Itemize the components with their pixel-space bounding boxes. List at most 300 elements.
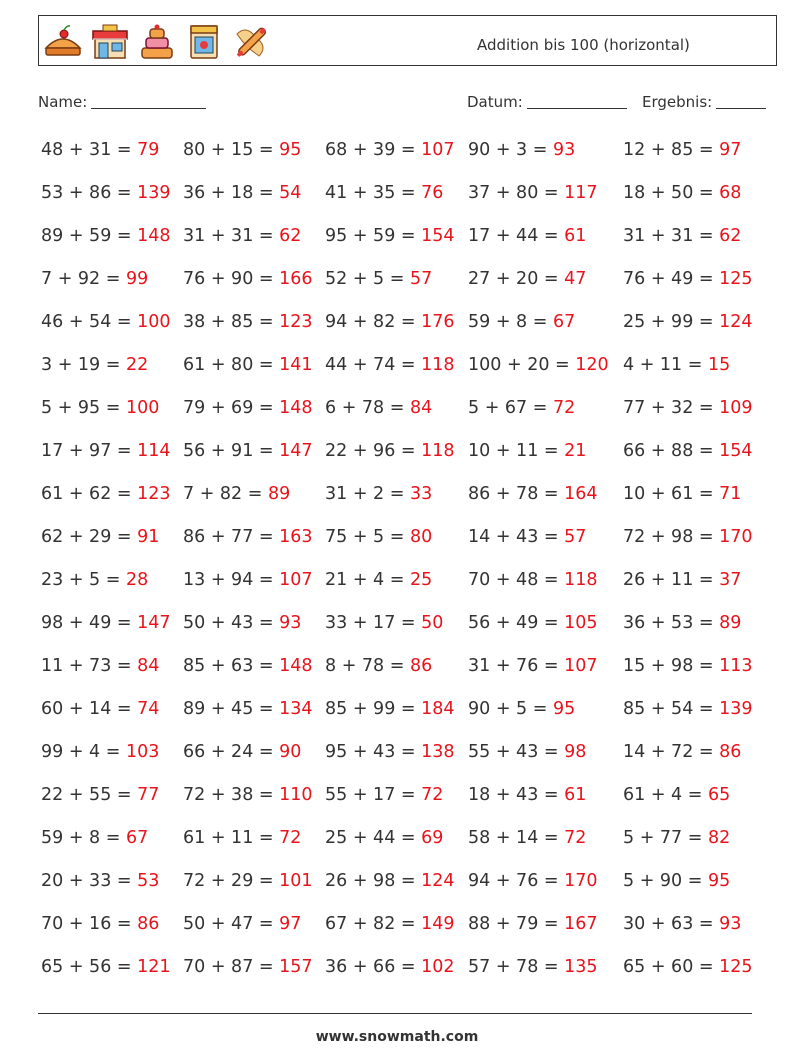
problem-answer: 79 [137, 140, 160, 160]
problem-answer: 105 [564, 613, 598, 633]
problem-equation: 7 + 92 = [41, 269, 126, 289]
problem-item [41, 398, 159, 418]
problem-item [468, 441, 586, 461]
problem-equation: 44 + 74 = [325, 355, 422, 375]
problem-item [325, 914, 455, 934]
problem-answer: 90 [279, 742, 302, 762]
problem-answer: 163 [279, 527, 313, 547]
problem-answer: 154 [719, 441, 753, 461]
problem-item [623, 226, 741, 246]
problem-item [623, 484, 741, 504]
problem-equation: 36 + 18 = [183, 183, 280, 203]
problem-equation: 22 + 96 = [325, 441, 422, 461]
problem-answer: 62 [279, 226, 302, 246]
problem-item [41, 871, 159, 891]
problem-equation: 5 + 77 = [623, 828, 708, 848]
shop-icon [90, 22, 130, 62]
problem-item [623, 828, 730, 848]
problem-answer: 110 [279, 785, 313, 805]
problem-answer: 65 [707, 785, 731, 805]
problem-item [325, 183, 443, 203]
problem-equation: 20 + 33 = [41, 871, 138, 891]
problem-equation: 8 + 78 = [325, 656, 410, 676]
problem-item [183, 828, 301, 848]
problem-answer: 135 [564, 957, 598, 977]
problem-answer: 170 [564, 871, 598, 891]
problem-equation: 37 + 80 = [468, 183, 565, 203]
problem-equation: 55 + 43 = [468, 742, 565, 762]
problem-answer: 149 [421, 914, 455, 934]
problem-equation: 13 + 94 = [183, 570, 280, 590]
problem-answer: 80 [409, 527, 433, 547]
problem-answer: 121 [137, 957, 171, 977]
problem-answer: 84 [137, 656, 160, 676]
problem-equation: 62 + 29 = [41, 527, 138, 547]
problem-item [468, 957, 598, 977]
problem-equation: 72 + 29 = [183, 871, 280, 891]
problem-answer: 77 [137, 785, 160, 805]
problem-answer: 54 [279, 183, 302, 203]
problem-equation: 70 + 87 = [183, 957, 280, 977]
problem-equation: 98 + 49 = [41, 613, 138, 633]
footer-divider [38, 1013, 752, 1014]
problem-answer: 28 [125, 570, 149, 590]
problem-equation: 80 + 15 = [183, 140, 280, 160]
problem-equation: 90 + 3 = [468, 140, 553, 160]
problem-item [183, 312, 313, 332]
problem-item [41, 914, 159, 934]
problem-equation: 14 + 43 = [468, 527, 565, 547]
problem-item [41, 269, 148, 289]
problem-equation: 36 + 53 = [623, 613, 720, 633]
problem-equation: 26 + 98 = [325, 871, 422, 891]
problem-answer: 91 [137, 527, 160, 547]
problem-equation: 86 + 77 = [183, 527, 280, 547]
problem-item [183, 785, 313, 805]
problem-answer: 67 [125, 828, 149, 848]
problem-item [325, 527, 432, 547]
problem-answer: 86 [719, 742, 742, 762]
problem-equation: 94 + 82 = [325, 312, 422, 332]
problem-item [623, 656, 753, 676]
problem-item [468, 570, 598, 590]
problem-answer: 97 [719, 140, 742, 160]
problem-item [41, 785, 159, 805]
problem-equation: 53 + 86 = [41, 183, 138, 203]
problem-equation: 85 + 63 = [183, 656, 280, 676]
problem-item [41, 699, 159, 719]
problem-answer: 97 [279, 914, 302, 934]
problem-item [41, 957, 171, 977]
problem-equation: 95 + 59 = [325, 226, 422, 246]
problem-equation: 27 + 20 = [468, 269, 565, 289]
problem-answer: 123 [279, 312, 313, 332]
problem-answer: 107 [564, 656, 598, 676]
problem-item [41, 656, 159, 676]
problem-equation: 61 + 80 = [183, 355, 280, 375]
problem-equation: 86 + 78 = [468, 484, 565, 504]
problem-answer: 68 [719, 183, 742, 203]
problem-item [41, 312, 171, 332]
problem-equation: 5 + 67 = [468, 398, 553, 418]
problem-equation: 21 + 4 = [325, 570, 410, 590]
problem-item [623, 742, 741, 762]
problem-equation: 25 + 44 = [325, 828, 422, 848]
problem-equation: 100 + 20 = [468, 355, 576, 375]
problem-item [468, 226, 586, 246]
problem-equation: 50 + 47 = [183, 914, 280, 934]
problem-answer: 148 [137, 226, 171, 246]
problem-equation: 12 + 85 = [623, 140, 720, 160]
problem-equation: 60 + 14 = [41, 699, 138, 719]
problem-item [325, 398, 432, 418]
worksheet-header [38, 15, 777, 66]
problem-equation: 3 + 19 = [41, 355, 126, 375]
problem-equation: 17 + 97 = [41, 441, 138, 461]
problem-answer: 99 [125, 269, 149, 289]
problem-item [183, 226, 301, 246]
problem-answer: 117 [564, 183, 598, 203]
problem-answer: 95 [552, 699, 576, 719]
problem-equation: 5 + 90 = [623, 871, 708, 891]
problem-equation: 88 + 79 = [468, 914, 565, 934]
problem-answer: 72 [421, 785, 444, 805]
problem-item [468, 914, 598, 934]
problem-item [623, 355, 730, 375]
problem-item [325, 355, 455, 375]
problem-item [468, 355, 609, 375]
problem-answer: 95 [279, 140, 302, 160]
problem-answer: 139 [137, 183, 171, 203]
problem-item [325, 699, 455, 719]
problem-equation: 10 + 11 = [468, 441, 565, 461]
problem-equation: 76 + 49 = [623, 269, 720, 289]
problem-equation: 75 + 5 = [325, 527, 410, 547]
problem-answer: 98 [564, 742, 587, 762]
problem-equation: 99 + 4 = [41, 742, 126, 762]
problem-item [325, 140, 455, 160]
problem-equation: 15 + 98 = [623, 656, 720, 676]
problem-answer: 184 [421, 699, 455, 719]
problem-equation: 41 + 35 = [325, 183, 422, 203]
problem-answer: 147 [279, 441, 313, 461]
problem-answer: 61 [564, 226, 587, 246]
problem-equation: 48 + 31 = [41, 140, 138, 160]
problem-answer: 107 [421, 140, 455, 160]
problem-item [183, 355, 313, 375]
problem-equation: 59 + 8 = [468, 312, 553, 332]
problem-item [468, 312, 575, 332]
problem-equation: 14 + 72 = [623, 742, 720, 762]
problem-item [468, 613, 598, 633]
name-label: Name: [38, 93, 88, 111]
problem-equation: 33 + 17 = [325, 613, 422, 633]
problem-answer: 157 [279, 957, 313, 977]
problem-equation: 65 + 60 = [623, 957, 720, 977]
problem-item [183, 914, 301, 934]
problem-answer: 124 [719, 312, 753, 332]
problem-equation: 72 + 98 = [623, 527, 720, 547]
problem-equation: 18 + 50 = [623, 183, 720, 203]
problem-item [183, 871, 313, 891]
problem-equation: 95 + 43 = [325, 742, 422, 762]
problem-item [325, 441, 455, 461]
problem-item [325, 312, 455, 332]
problem-equation: 46 + 54 = [41, 312, 138, 332]
problem-answer: 154 [421, 226, 455, 246]
oven-icon [184, 22, 224, 62]
problem-answer: 148 [279, 656, 313, 676]
problem-answer: 25 [409, 570, 433, 590]
problem-answer: 102 [421, 957, 455, 977]
problem-answer: 141 [279, 355, 313, 375]
problem-answer: 89 [719, 613, 742, 633]
problem-equation: 72 + 38 = [183, 785, 280, 805]
problem-item [623, 570, 741, 590]
problem-item [325, 742, 455, 762]
problem-equation: 57 + 78 = [468, 957, 565, 977]
problem-answer: 84 [409, 398, 433, 418]
problem-equation: 89 + 59 = [41, 226, 138, 246]
problem-answer: 113 [719, 656, 753, 676]
problem-equation: 56 + 49 = [468, 613, 565, 633]
problem-item [41, 828, 148, 848]
problem-equation: 56 + 91 = [183, 441, 280, 461]
worksheet-title: Addition bis 100 (horizontal) [477, 36, 690, 54]
problem-answer: 147 [137, 613, 171, 633]
problem-item [41, 140, 159, 160]
problem-equation: 68 + 39 = [325, 140, 422, 160]
problem-item [623, 312, 753, 332]
problem-answer: 118 [564, 570, 598, 590]
problem-item [183, 699, 313, 719]
result-field [642, 93, 766, 111]
problem-answer: 93 [279, 613, 302, 633]
problem-item [468, 140, 575, 160]
problem-item [623, 613, 741, 633]
problem-item [183, 398, 313, 418]
problem-item [468, 484, 598, 504]
problem-item [183, 570, 313, 590]
problem-answer: 67 [552, 312, 576, 332]
problem-equation: 66 + 88 = [623, 441, 720, 461]
problem-answer: 125 [719, 957, 753, 977]
problem-equation: 31 + 31 = [623, 226, 720, 246]
name-blank[interactable] [91, 94, 206, 109]
name-field [38, 93, 206, 111]
problem-item [183, 656, 313, 676]
problem-equation: 70 + 48 = [468, 570, 565, 590]
problem-equation: 76 + 90 = [183, 269, 280, 289]
problem-answer: 71 [719, 484, 742, 504]
problem-item [623, 398, 753, 418]
problem-item [623, 527, 753, 547]
problem-equation: 58 + 14 = [468, 828, 565, 848]
problem-answer: 107 [279, 570, 313, 590]
problem-answer: 86 [137, 914, 160, 934]
problem-item [325, 871, 455, 891]
problem-equation: 18 + 43 = [468, 785, 565, 805]
problem-item [325, 570, 432, 590]
problem-item [623, 183, 741, 203]
problem-item [41, 613, 171, 633]
rolling-pin-icon [231, 22, 271, 62]
problem-equation: 25 + 99 = [623, 312, 720, 332]
problem-equation: 22 + 55 = [41, 785, 138, 805]
problem-equation: 59 + 8 = [41, 828, 126, 848]
problem-item [623, 914, 741, 934]
problem-answer: 148 [279, 398, 313, 418]
problem-answer: 114 [137, 441, 171, 461]
problem-equation: 4 + 11 = [623, 355, 708, 375]
problem-equation: 67 + 82 = [325, 914, 422, 934]
problem-answer: 72 [564, 828, 587, 848]
problem-item [623, 441, 753, 461]
result-blank[interactable] [716, 94, 766, 109]
problem-equation: 85 + 54 = [623, 699, 720, 719]
problem-item [183, 441, 313, 461]
problem-item [468, 183, 598, 203]
footer-url: www.snowmath.com [315, 1029, 479, 1045]
problem-answer: 138 [421, 742, 455, 762]
problem-equation: 94 + 76 = [468, 871, 565, 891]
problem-item [325, 613, 443, 633]
problem-equation: 31 + 31 = [183, 226, 280, 246]
problem-answer: 93 [719, 914, 742, 934]
problem-answer: 100 [125, 398, 160, 418]
problem-answer: 139 [719, 699, 753, 719]
problem-item [41, 742, 159, 762]
problem-equation: 77 + 32 = [623, 398, 720, 418]
problem-item [41, 527, 159, 547]
problem-equation: 61 + 62 = [41, 484, 138, 504]
problem-answer: 61 [564, 785, 587, 805]
problem-item [183, 613, 301, 633]
result-label: Ergebnis: [642, 93, 713, 111]
problem-item [41, 441, 171, 461]
problem-item [623, 957, 753, 977]
problem-item [325, 226, 455, 246]
problem-equation: 17 + 44 = [468, 226, 565, 246]
problem-item [468, 871, 598, 891]
problem-equation: 52 + 5 = [325, 269, 410, 289]
problem-answer: 100 [137, 312, 171, 332]
problem-answer: 82 [707, 828, 731, 848]
problem-item [183, 183, 301, 203]
problem-equation: 89 + 45 = [183, 699, 280, 719]
problem-item [468, 699, 575, 719]
problem-item [183, 140, 301, 160]
problem-answer: 72 [552, 398, 576, 418]
problem-item [468, 828, 586, 848]
problem-equation: 50 + 43 = [183, 613, 280, 633]
problem-answer: 74 [137, 699, 160, 719]
problem-answer: 95 [707, 871, 731, 891]
problem-equation: 36 + 66 = [325, 957, 422, 977]
problem-item [325, 828, 443, 848]
problem-item [41, 355, 148, 375]
problem-answer: 72 [279, 828, 302, 848]
problem-item [468, 656, 598, 676]
problem-item [41, 484, 171, 504]
problem-answer: 123 [137, 484, 171, 504]
problem-equation: 5 + 95 = [41, 398, 126, 418]
problem-answer: 62 [719, 226, 742, 246]
problem-equation: 31 + 2 = [325, 484, 410, 504]
problem-item [325, 957, 455, 977]
problem-answer: 15 [707, 355, 731, 375]
problem-equation: 7 + 82 = [183, 484, 268, 504]
problem-equation: 90 + 5 = [468, 699, 553, 719]
problem-item [183, 527, 313, 547]
problem-answer: 53 [137, 871, 160, 891]
problem-equation: 70 + 16 = [41, 914, 138, 934]
problem-answer: 57 [409, 269, 433, 289]
problem-answer: 120 [575, 355, 609, 375]
problem-answer: 124 [421, 871, 455, 891]
problem-item [325, 785, 443, 805]
problem-equation: 66 + 24 = [183, 742, 280, 762]
problem-item [468, 269, 586, 289]
problem-answer: 86 [409, 656, 433, 676]
problem-answer: 50 [421, 613, 444, 633]
problem-answer: 93 [552, 140, 576, 160]
problem-item [183, 957, 313, 977]
problem-answer: 101 [279, 871, 313, 891]
problem-answer: 37 [719, 570, 742, 590]
problem-answer: 164 [564, 484, 598, 504]
problem-item [468, 527, 586, 547]
problem-answer: 57 [564, 527, 587, 547]
problem-item [183, 269, 313, 289]
problem-answer: 118 [421, 355, 455, 375]
date-blank[interactable] [527, 94, 627, 109]
problem-item [41, 570, 148, 590]
problem-answer: 89 [267, 484, 291, 504]
date-label: Datum: [467, 93, 523, 111]
problem-answer: 170 [719, 527, 753, 547]
cake-slice-icon [43, 22, 83, 62]
problem-item [623, 269, 753, 289]
date-field [467, 93, 627, 111]
problem-answer: 22 [125, 355, 149, 375]
problem-answer: 166 [279, 269, 313, 289]
problem-item [41, 183, 171, 203]
problem-item [325, 269, 432, 289]
problem-item [623, 785, 730, 805]
problem-answer: 125 [719, 269, 753, 289]
problem-equation: 55 + 17 = [325, 785, 422, 805]
problem-equation: 10 + 61 = [623, 484, 720, 504]
problem-equation: 6 + 78 = [325, 398, 410, 418]
problem-equation: 30 + 63 = [623, 914, 720, 934]
problem-item [468, 785, 586, 805]
header-icons [43, 22, 271, 62]
problem-item [325, 484, 432, 504]
problem-equation: 38 + 85 = [183, 312, 280, 332]
problem-equation: 23 + 5 = [41, 570, 126, 590]
problem-equation: 61 + 4 = [623, 785, 708, 805]
problem-item [325, 656, 432, 676]
problem-equation: 61 + 11 = [183, 828, 280, 848]
problem-answer: 118 [421, 441, 455, 461]
problem-answer: 176 [421, 312, 455, 332]
problem-answer: 21 [564, 441, 587, 461]
problem-item [183, 484, 290, 504]
problem-item [468, 742, 586, 762]
problem-equation: 26 + 11 = [623, 570, 720, 590]
problem-answer: 69 [421, 828, 444, 848]
